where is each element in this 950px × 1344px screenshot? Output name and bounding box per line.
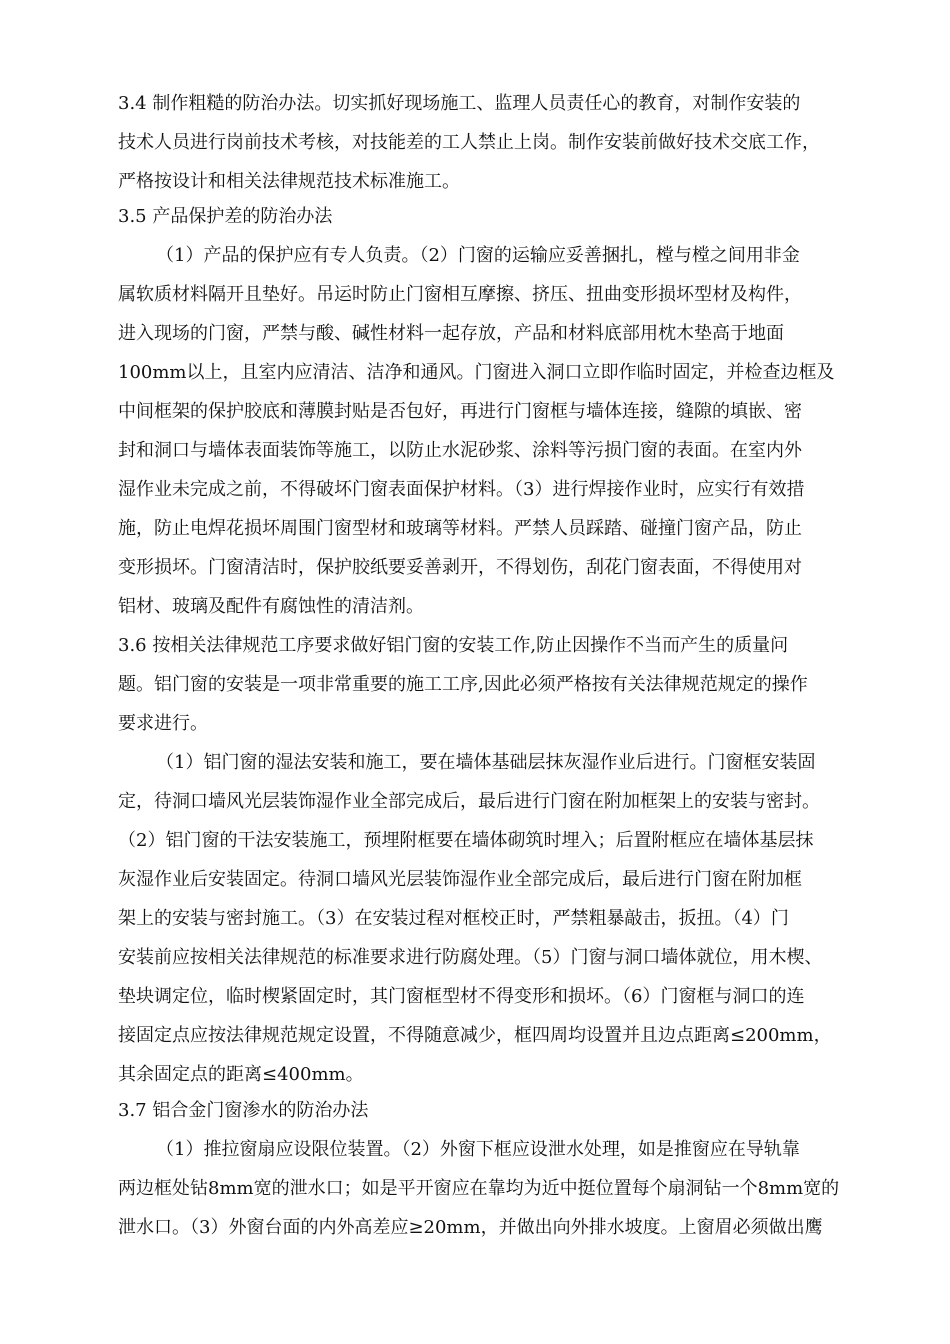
text-line: 严格按设计和相关法律规范技术标准施工。 xyxy=(118,171,460,192)
text-line: 进入现场的门窗，严禁与酸、碱性材料一起存放，产品和材料底部用枕木垫高于地面 xyxy=(118,323,784,344)
text-line: 中间框架的保护胶底和薄膜封贴是否包好，再进行门窗框与墙体连接，缝隙的填嵌、密 xyxy=(118,401,802,422)
text-line: （1）推拉窗扇应设限位装置。（2）外窗下框应设泄水处理，如是推窗应在导轨靠 xyxy=(156,1139,800,1160)
text-line: 题。铝门窗的安装是一项非常重要的施工工序,因此必须严格按有关法律规范规定的操作 xyxy=(118,674,808,695)
text-line: 变形损坏。门窗清洁时，保护胶纸要妥善剥开，不得划伤，刮花门窗表面，不得使用对 xyxy=(118,557,802,578)
text-line: （1）产品的保护应有专人负责。（2）门窗的运输应妥善捆扎，樘与樘之间用非金 xyxy=(156,245,800,266)
section-heading: 3.5 产品保护差的防治办法 xyxy=(118,206,333,227)
text-line: 泄水口。（3）外窗台面的内外高差应≥20mm，并做出向外排水坡度。上窗眉必须做出鹰 xyxy=(118,1217,823,1238)
text-line: 垫块调定位，临时楔紧固定时，其门窗框型材不得变形和损坏。（6）门窗框与洞口的连 xyxy=(118,986,805,1007)
text-line: 定，待洞口墙风光层装饰湿作业全部完成后，最后进行门窗在附加框架上的安装与密封。 xyxy=(118,791,820,812)
text-line: 属软质材料隔开且垫好。吊运时防止门窗相互摩擦、挤压、扭曲变形损坏型材及构件， xyxy=(118,284,802,305)
text-line: 安装前应按相关法律规范的标准要求进行防腐处理。（5）门窗与洞口墙体就位，用木楔、 xyxy=(118,947,823,968)
text-line: 施，防止电焊花损坏周围门窗型材和玻璃等材料。严禁人员踩踏、碰撞门窗产品，防止 xyxy=(118,518,802,539)
text-line: 架上的安装与密封施工。（3）在安装过程对框校正时，严禁粗暴敲击，扳扭。（4）门 xyxy=(118,908,789,929)
text-line: 3.4 制作粗糙的防治办法。切实抓好现场施工、监理人员责任心的教育，对制作安装的 xyxy=(118,93,801,114)
text-line: 100mm以上，且室内应清洁、洁净和通风。门窗进入洞口立即作临时固定，并检查边框及 xyxy=(118,362,835,383)
text-line: （1）铝门窗的湿法安装和施工，要在墙体基础层抹灰湿作业后进行。门窗框安装固 xyxy=(156,752,816,773)
section-heading: 3.7 铝合金门窗渗水的防治办法 xyxy=(118,1100,369,1121)
text-line: （2）铝门窗的干法安装施工，预埋附框要在墙体砌筑时埋入；后置附框应在墙体基层抹 xyxy=(118,830,814,851)
text-line: 铝材、玻璃及配件有腐蚀性的清洁剂。 xyxy=(118,596,424,617)
text-line: 两边框处钻8mm宽的泄水口；如是平开窗应在靠均为近中挺位置每个扇洞钻一个8mm宽的 xyxy=(118,1178,840,1199)
section-heading: 3.6 按相关法律规范工序要求做好铝门窗的安装工作,防止因操作不当而产生的质量问 xyxy=(118,635,789,656)
text-line: 灰湿作业后安装固定。待洞口墙风光层装饰湿作业全部完成后，最后进行门窗在附加框 xyxy=(118,869,802,890)
text-line: 湿作业未完成之前，不得破坏门窗表面保护材料。（3）进行焊接作业时，应实行有效措 xyxy=(118,479,805,500)
text-line: 其余固定点的距离≤400mm。 xyxy=(118,1064,364,1085)
text-line: 接固定点应按法律规范规定设置，不得随意减少，框四周均设置并且边点距离≤200mm， xyxy=(118,1025,832,1046)
text-line: 要求进行。 xyxy=(118,713,208,734)
text-line: 封和洞口与墙体表面装饰等施工，以防止水泥砂浆、涂料等污损门窗的表面。在室内外 xyxy=(118,440,802,461)
text-line: 技术人员进行岗前技术考核，对技能差的工人禁止上岗。制作安装前做好技术交底工作， xyxy=(118,132,820,153)
